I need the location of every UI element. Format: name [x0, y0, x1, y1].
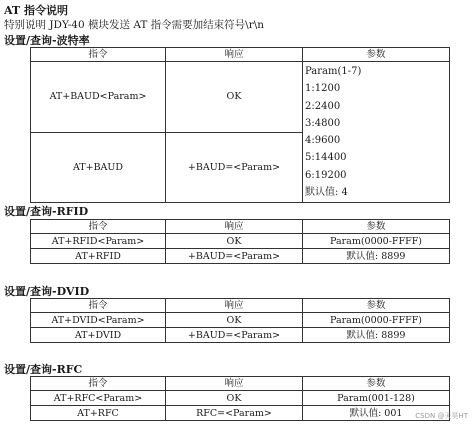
header-cmd: 指令 — [31, 48, 166, 62]
rfid-param-default: 默认值: 8899 — [303, 249, 450, 264]
rfid-resp-query: +BAUD=<Param> — [166, 249, 303, 264]
rfc-resp-query: RFC=<Param> — [166, 406, 303, 421]
param-line: 4:9600 — [305, 135, 341, 147]
baud-resp-query: +BAUD=<Param> — [166, 132, 303, 203]
baud-param-list — [303, 62, 450, 203]
param-line: 3:4800 — [305, 117, 341, 129]
rfc-cmd-query: AT+RFC — [31, 406, 166, 421]
param-line: 2:2400 — [305, 100, 341, 112]
dvid-table — [30, 298, 450, 343]
dvid-param-range: Param(0000-FFFF) — [303, 313, 450, 328]
dvid-param-default: 默认值: 8899 — [303, 328, 450, 343]
baud-cmd-set: AT+BAUD<Param> — [31, 62, 166, 133]
param-line: 5:14400 — [305, 152, 347, 164]
param-line: Param(1-7) — [305, 66, 362, 77]
rfc-table — [30, 376, 450, 421]
header-resp: 响应 — [166, 377, 303, 391]
section-title-baud: 设置/查询-波特率 — [4, 34, 90, 47]
dvid-cmd-set: AT+DVID<Param> — [31, 313, 166, 328]
header-param: 参数 — [303, 48, 450, 62]
rfid-table — [30, 219, 450, 264]
section-title-dvid: 设置/查询-DVID — [4, 285, 90, 298]
header-resp: 响应 — [166, 299, 303, 313]
header-resp: 响应 — [166, 220, 303, 234]
watermark: CSDN @天昊HT — [415, 412, 468, 420]
header-resp: 响应 — [166, 48, 303, 62]
dvid-resp-set: OK — [166, 313, 303, 328]
baud-resp-set: OK — [166, 62, 303, 133]
rfc-param-range: Param(001-128) — [303, 391, 450, 406]
dvid-cmd-query: AT+DVID — [31, 328, 166, 343]
rfc-cmd-set: AT+RFC<Param> — [31, 391, 166, 406]
param-line: 默认值: 4 — [305, 187, 348, 199]
section-title-rfc: 设置/查询-RFC — [4, 363, 83, 376]
rfc-param-default: 默认值: 001 — [303, 406, 450, 421]
header-cmd: 指令 — [31, 299, 166, 313]
baud-cmd-query: AT+BAUD — [31, 132, 166, 203]
header-param: 参数 — [303, 220, 450, 234]
rfid-resp-set: OK — [166, 234, 303, 249]
rfid-cmd-query: AT+RFID — [31, 249, 166, 264]
baud-table — [30, 47, 450, 203]
dvid-resp-query: +BAUD=<Param> — [166, 328, 303, 343]
doc-title: AT 指令说明 — [4, 4, 68, 17]
header-cmd: 指令 — [31, 220, 166, 234]
rfid-cmd-set: AT+RFID<Param> — [31, 234, 166, 249]
rfc-resp-set: OK — [166, 391, 303, 406]
header-param: 参数 — [303, 299, 450, 313]
section-title-rfid: 设置/查询-RFID — [4, 205, 89, 218]
doc-note: 特别说明 JDY-40 模块发送 AT 指令需要加结束符号\r\n — [4, 19, 265, 31]
rfid-param-range: Param(0000-FFFF) — [303, 234, 450, 249]
param-line: 1:1200 — [305, 83, 341, 95]
param-line: 6:19200 — [305, 169, 347, 181]
header-param: 参数 — [303, 377, 450, 391]
header-cmd: 指令 — [31, 377, 166, 391]
